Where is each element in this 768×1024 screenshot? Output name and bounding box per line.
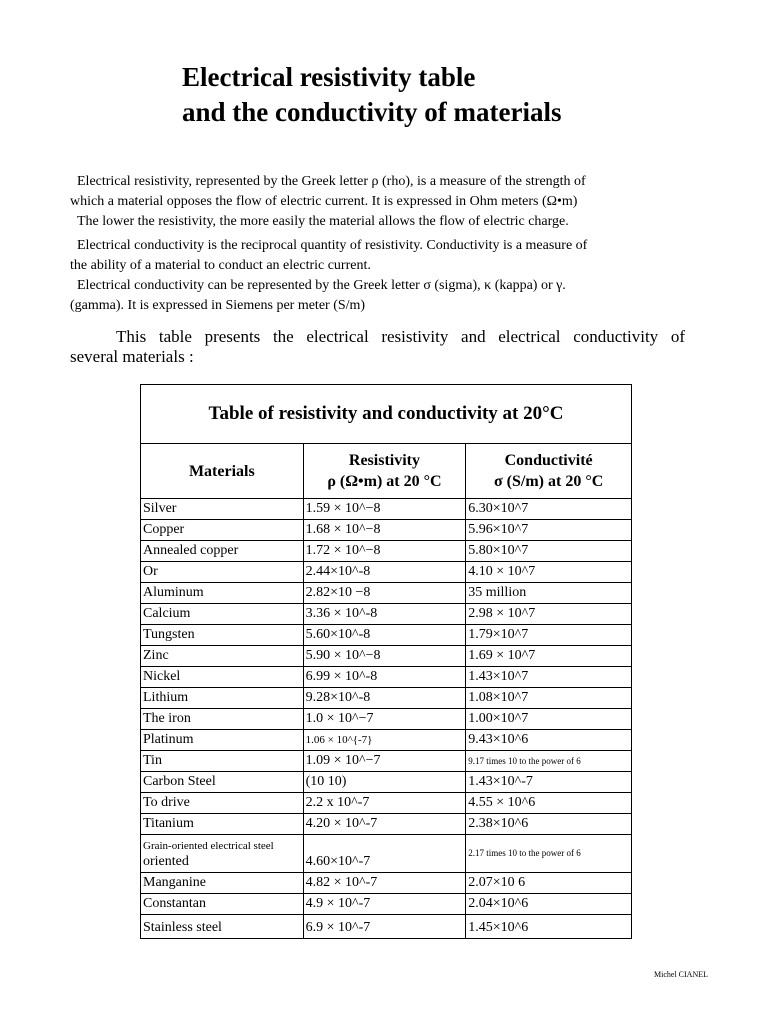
- resistivity-cell: 1.06 × 10^{-7}: [303, 730, 466, 751]
- header-materials-label: Materials: [188, 462, 255, 480]
- conductivity-cell: 1.43×10^7: [466, 667, 632, 688]
- conductivity-cell: 1.43×10^-7: [466, 772, 632, 793]
- conductivity-cell: 2.17 times 10 to the power of 6: [466, 835, 632, 873]
- material-cell: Carbon Steel: [141, 772, 304, 793]
- resistivity-cell: 1.72 × 10^−8: [303, 541, 466, 562]
- resistivity-cell: 6.99 × 10^-8: [303, 667, 466, 688]
- conductivity-cell: 1.08×10^7: [466, 688, 632, 709]
- lead-line-1: This table presents the electrical resistivity and electrical conductivity of: [116, 327, 685, 346]
- conductivity-cell: 2.07×10 6: [466, 873, 632, 894]
- table-row: [141, 915, 632, 939]
- resistivity-cell: 1.68 × 10^−8: [303, 520, 466, 541]
- page-title: [182, 60, 561, 130]
- table-row: [141, 667, 632, 688]
- intro-line: Electrical conductivity can be represented by the Greek letter σ (sigma), κ (kappa) or γ.: [70, 278, 566, 293]
- intro-line: Electrical resistivity, represented by the Greek letter ρ (rho), is a measure of the strength of: [70, 174, 586, 189]
- material-cell: Nickel: [141, 667, 304, 688]
- conductivity-cell: 2.04×10^6: [466, 894, 632, 915]
- table-row: [141, 730, 632, 751]
- resistivity-cell: 6.9 × 10^-7: [303, 915, 466, 939]
- table-row: [141, 835, 632, 873]
- conductivity-cell: 5.96×10^7: [466, 520, 632, 541]
- header-resistivity-label: Resistivity: [348, 452, 420, 469]
- header-materials: [141, 444, 304, 499]
- title-line-1: Electrical resistivity table: [182, 62, 476, 92]
- material-cell: Aluminum: [141, 583, 304, 604]
- resistivity-cell: 1.59 × 10^−8: [303, 499, 466, 520]
- header-resistivity: [303, 444, 466, 499]
- table-caption: Table of resistivity and conductivity at 20°C: [141, 385, 632, 444]
- table-row: [141, 520, 632, 541]
- resistivity-cell: 1.0 × 10^−7: [303, 709, 466, 730]
- table-row: [141, 604, 632, 625]
- material-line-1: Grain-oriented electrical steel: [143, 840, 274, 852]
- material-cell: Tungsten: [141, 625, 304, 646]
- conductivity-cell: 35 million: [466, 583, 632, 604]
- conductivity-cell: 4.10 × 10^7: [466, 562, 632, 583]
- material-cell: Titanium: [141, 814, 304, 835]
- conductivity-cell: 1.69 × 10^7: [466, 646, 632, 667]
- material-cell: [141, 835, 304, 873]
- resistivity-cell: 4.82 × 10^-7: [303, 873, 466, 894]
- material-cell: Stainless steel: [141, 915, 304, 939]
- resistivity-cell: 4.9 × 10^-7: [303, 894, 466, 915]
- material-cell: Zinc: [141, 646, 304, 667]
- resistivity-cell: 9.28×10^-8: [303, 688, 466, 709]
- header-conductivity-unit: σ (S/m) at 20 °C: [493, 473, 604, 490]
- intro-line: Electrical conductivity is the reciprocal quantity of resistivity. Conductivity is a measure of: [70, 238, 588, 253]
- conductivity-cell: 2.98 × 10^7: [466, 604, 632, 625]
- table-lead-paragraph: [70, 327, 685, 367]
- material-cell: Annealed copper: [141, 541, 304, 562]
- resistivity-cell: 2.2 x 10^-7: [303, 793, 466, 814]
- material-cell: Silver: [141, 499, 304, 520]
- table-row: [141, 751, 632, 772]
- table-row: [141, 499, 632, 520]
- conductivity-cell: 1.00×10^7: [466, 709, 632, 730]
- conductivity-cell: 6.30×10^7: [466, 499, 632, 520]
- table-row: [141, 583, 632, 604]
- resistivity-cell: 5.90 × 10^−8: [303, 646, 466, 667]
- resistivity-cell: 4.60×10^-7: [303, 835, 466, 873]
- material-cell: Constantan: [141, 894, 304, 915]
- material-cell: To drive: [141, 793, 304, 814]
- table-row: [141, 873, 632, 894]
- material-cell: Copper: [141, 520, 304, 541]
- conductivity-cell: 1.45×10^6: [466, 915, 632, 939]
- table-row: [141, 541, 632, 562]
- conductivity-cell: 9.17 times 10 to the power of 6: [466, 751, 632, 772]
- table-row: [141, 625, 632, 646]
- material-cell: Calcium: [141, 604, 304, 625]
- intro-line: (gamma). It is expressed in Siemens per meter (S/m): [70, 298, 366, 313]
- conductivity-cell: 1.79×10^7: [466, 625, 632, 646]
- table-row: [141, 562, 632, 583]
- conductivity-cell: 2.38×10^6: [466, 814, 632, 835]
- resistivity-cell: 5.60×10^-8: [303, 625, 466, 646]
- resistivity-cell: 2.82×10 −8: [303, 583, 466, 604]
- intro-line: the ability of a material to conduct an electric current.: [70, 258, 371, 273]
- lead-line-2: several materials :: [70, 347, 194, 366]
- material-line-2: oriented: [143, 854, 189, 869]
- material-cell: Tin: [141, 751, 304, 772]
- table-row: [141, 793, 632, 814]
- resistivity-cell: (10 10): [303, 772, 466, 793]
- resistivity-cell: 2.44×10^-8: [303, 562, 466, 583]
- intro-paragraph-conductivity: [70, 236, 647, 316]
- intro-line: The lower the resistivity, the more easily the material allows the flow of electric charge.: [70, 214, 569, 229]
- resistivity-cell: 4.20 × 10^-7: [303, 814, 466, 835]
- conductivity-cell: 5.80×10^7: [466, 541, 632, 562]
- table-row: [141, 709, 632, 730]
- header-conductivity: [466, 444, 632, 499]
- resistivity-table: [140, 384, 632, 939]
- header-resistivity-unit: ρ (Ω•m) at 20 °C: [327, 473, 442, 490]
- resistivity-cell: 1.09 × 10^−7: [303, 751, 466, 772]
- material-cell: Or: [141, 562, 304, 583]
- material-cell: Lithium: [141, 688, 304, 709]
- table-row: [141, 894, 632, 915]
- material-cell: The iron: [141, 709, 304, 730]
- header-conductivity-label: Conductivité: [504, 452, 593, 469]
- author-credit: Michel CIANEL: [654, 970, 708, 979]
- intro-paragraph-resistivity: [70, 172, 647, 232]
- title-line-2: and the conductivity of materials: [182, 97, 562, 127]
- table-row: [141, 814, 632, 835]
- resistivity-cell: 3.36 × 10^-8: [303, 604, 466, 625]
- table-row: [141, 688, 632, 709]
- conductivity-cell: 4.55 × 10^6: [466, 793, 632, 814]
- table-row: [141, 646, 632, 667]
- material-cell: Platinum: [141, 730, 304, 751]
- material-cell: Manganine: [141, 873, 304, 894]
- intro-line: which a material opposes the flow of electric current. It is expressed in Ohm meters (Ω•m): [70, 194, 578, 209]
- table-row: [141, 772, 632, 793]
- conductivity-cell: 9.43×10^6: [466, 730, 632, 751]
